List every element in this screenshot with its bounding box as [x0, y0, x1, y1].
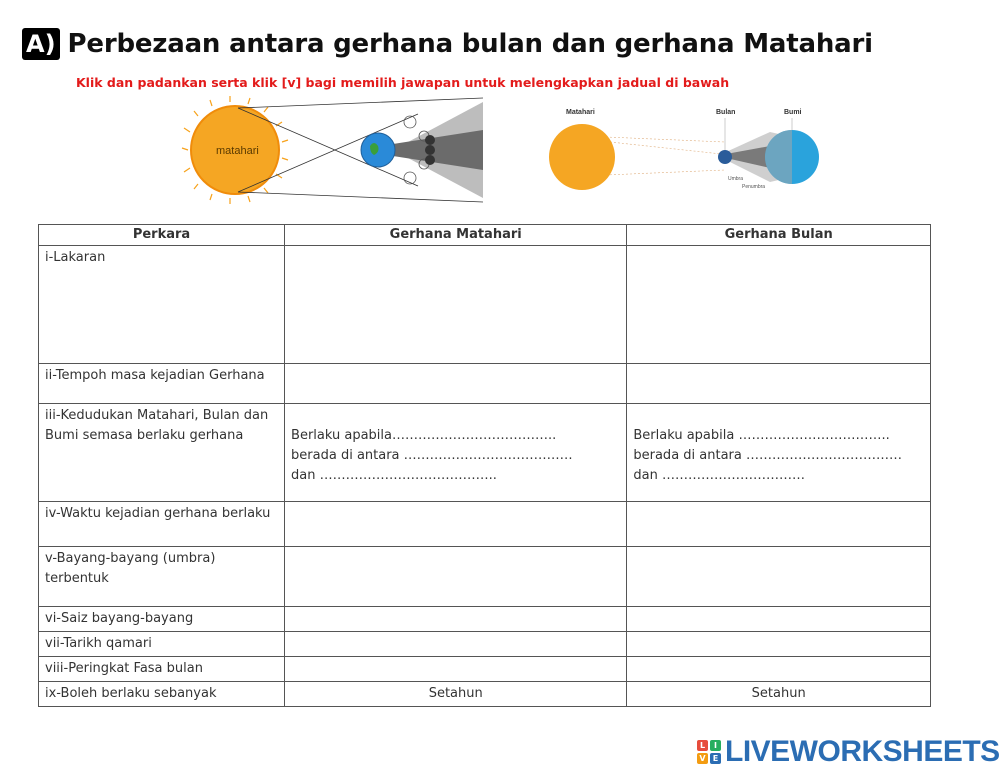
row-label: ix-Boleh berlaku sebanyak — [39, 682, 285, 707]
table-row — [39, 246, 931, 364]
table-row — [39, 404, 931, 502]
earth-caption: Bumi — [784, 109, 802, 116]
sun-disc — [549, 124, 615, 190]
page-title: Perbezaan antara gerhana bulan dan gerhana Matahari — [67, 29, 873, 59]
section-badge: A) — [22, 28, 60, 60]
header-gerhana-bulan: Gerhana Bulan — [627, 225, 931, 246]
answer-cell-matahari[interactable] — [285, 364, 627, 404]
answer-cell-bulan[interactable] — [627, 246, 931, 364]
logo-letter: L — [697, 740, 708, 751]
umbra-caption: Umbra — [728, 176, 744, 182]
answer-cell-matahari[interactable] — [285, 502, 627, 547]
row-label: ii-Tempoh masa kejadian Gerhana — [39, 364, 285, 404]
answer-cell-bulan[interactable] — [627, 607, 931, 632]
fill-in-text: Berlaku apabila …………………………….. berada di antara ……………………………… dan …………………………… — [633, 428, 902, 483]
logo-letter: I — [710, 740, 721, 751]
logo-letter: V — [697, 753, 708, 764]
header-perkara: Perkara — [39, 225, 285, 246]
row-label: viii-Peringkat Fasa bulan — [39, 657, 285, 682]
row-label: iv-Waktu kejadian gerhana berlaku — [39, 502, 285, 547]
fill-in-text: Berlaku apabila……………………………….. berada di antara ………………………………… dan ………………………………….. — [291, 428, 573, 483]
page-heading — [22, 26, 873, 62]
answer-cell-bulan[interactable] — [627, 632, 931, 657]
table-row — [39, 657, 931, 682]
answer-cell-matahari[interactable] — [285, 607, 627, 632]
answer-cell-bulan[interactable]: Setahun — [627, 682, 931, 707]
logo-grid-icon — [697, 740, 721, 764]
answer-cell-bulan[interactable] — [627, 547, 931, 607]
moon-phases — [425, 135, 435, 165]
penumbra-caption: Penumbra — [742, 184, 766, 190]
table-row — [39, 502, 931, 547]
row-label: iii-Kedudukan Matahari, Bulan dan Bumi semasa berlaku gerhana — [39, 404, 285, 502]
row-label: vii-Tarikh qamari — [39, 632, 285, 657]
row-label: vi-Saiz bayang-bayang — [39, 607, 285, 632]
header-gerhana-matahari: Gerhana Matahari — [285, 225, 627, 246]
table-header-row — [39, 225, 931, 246]
table-row — [39, 547, 931, 607]
answer-cell-bulan[interactable] — [627, 502, 931, 547]
moon-disc — [718, 150, 732, 164]
lunar-eclipse-figure — [540, 102, 840, 194]
liveworksheets-logo[interactable] — [697, 736, 1000, 768]
answer-cell-matahari[interactable] — [285, 547, 627, 607]
logo-text: LIVEWORKSHEETS — [725, 735, 1000, 768]
answer-cell-matahari[interactable] — [285, 632, 627, 657]
sun-label: matahari — [216, 145, 259, 157]
answer-cell-matahari[interactable] — [285, 404, 627, 502]
table-row — [39, 607, 931, 632]
table-row — [39, 682, 931, 707]
answer-cell-matahari[interactable] — [285, 246, 627, 364]
instruction-text: Klik dan padankan serta klik [v] bagi memilih jawapan untuk melengkapkan jadual di bawah — [76, 75, 730, 90]
row-label: i-Lakaran — [39, 246, 285, 364]
table-row — [39, 632, 931, 657]
table-row — [39, 364, 931, 404]
comparison-table — [38, 224, 931, 707]
moon-caption: Bulan — [716, 109, 736, 116]
answer-cell-matahari[interactable] — [285, 657, 627, 682]
row-label: v-Bayang-bayang (umbra) terbentuk — [39, 547, 285, 607]
answer-cell-matahari[interactable]: Setahun — [285, 682, 627, 707]
sun-caption: Matahari — [566, 109, 595, 116]
logo-letter: E — [710, 753, 721, 764]
solar-eclipse-figure — [178, 96, 483, 204]
answer-cell-bulan[interactable] — [627, 364, 931, 404]
answer-cell-bulan[interactable] — [627, 404, 931, 502]
answer-cell-bulan[interactable] — [627, 657, 931, 682]
